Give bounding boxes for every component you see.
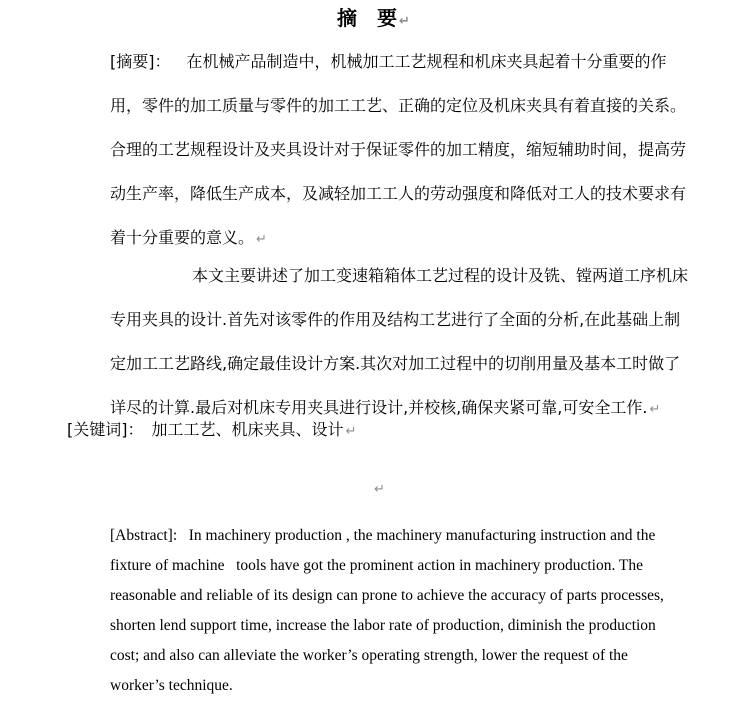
en-abstract-line-3: reasonable and reliable of its design can prone to achieve the accuracy of parts processes, <box>110 587 664 604</box>
en-abstract-line-1: [Abstract]: In machinery production , the machinery manufacturing instruction and the <box>110 527 656 544</box>
en-abstract-line-2: fixture of machine tools have got the prominent action in machinery production. The <box>110 557 644 574</box>
paragraph-mark-icon: ↵ <box>399 14 410 29</box>
cn-abstract-paragraph <box>110 40 702 262</box>
en-abstract-line-6: worker’s technique. <box>110 677 233 694</box>
keywords-text: [关键词]： 加工工艺、机床夹具、设计 <box>67 420 344 439</box>
cn-body-line-2: 专用夹具的设计.首先对该零件的作用及结构工艺进行了全面的分析,在此基础上制 <box>110 310 681 329</box>
cn-body-line-4-text: 详尽的计算.最后对机床专用夹具进行设计,并校核,确保夹紧可靠,可安全工作. <box>110 398 648 417</box>
cn-abstract-line-5-text: 着十分重要的意义。 <box>110 228 255 247</box>
paragraph-mark-icon: ↵ <box>345 424 357 439</box>
paragraph-mark-icon: ↵ <box>374 482 385 497</box>
paragraph-mark-icon: ↵ <box>649 402 661 417</box>
cn-abstract-line-3: 合理的工艺规程设计及夹具设计对于保证零件的加工精度，缩短辅助时间，提高劳 <box>110 140 687 159</box>
cn-body-line-3: 定加工工艺路线,确定最佳设计方案.其次对加工过程中的切削用量及基本工时做了 <box>110 354 681 373</box>
cn-abstract-line-4: 动生产率，降低生产成本，及减轻加工工人的劳动强度和降低对工人的技术要求有 <box>110 184 687 203</box>
en-abstract-line-4: shorten lend support time, increase the labor rate of production, diminish the production <box>110 617 656 634</box>
keywords-line <box>67 416 356 446</box>
page-title-text: 摘 要 <box>337 6 398 30</box>
cn-abstract-line-1: [摘要]： 在机械产品制造中，机械加工工艺规程和机床夹具起着十分重要的作 <box>110 52 667 71</box>
cn-abstract-line-2: 用，零件的加工质量与零件的加工工艺、正确的定位及机床夹具有着直接的关系。 <box>110 96 687 115</box>
cn-body-line-1: 本文主要讲述了加工变速箱箱体工艺过程的设计及铣、镗两道工序机床 <box>192 266 689 285</box>
en-abstract-line-5: cost; and also can alleviate the worker’s operating strength, lower the request of the <box>110 647 628 664</box>
cn-body-paragraph <box>110 254 702 432</box>
en-abstract-paragraph <box>110 521 702 701</box>
empty-paragraph-line <box>372 478 385 500</box>
page-title <box>0 5 747 35</box>
paragraph-mark-icon: ↵ <box>256 232 267 247</box>
keywords-text-line <box>67 416 356 446</box>
